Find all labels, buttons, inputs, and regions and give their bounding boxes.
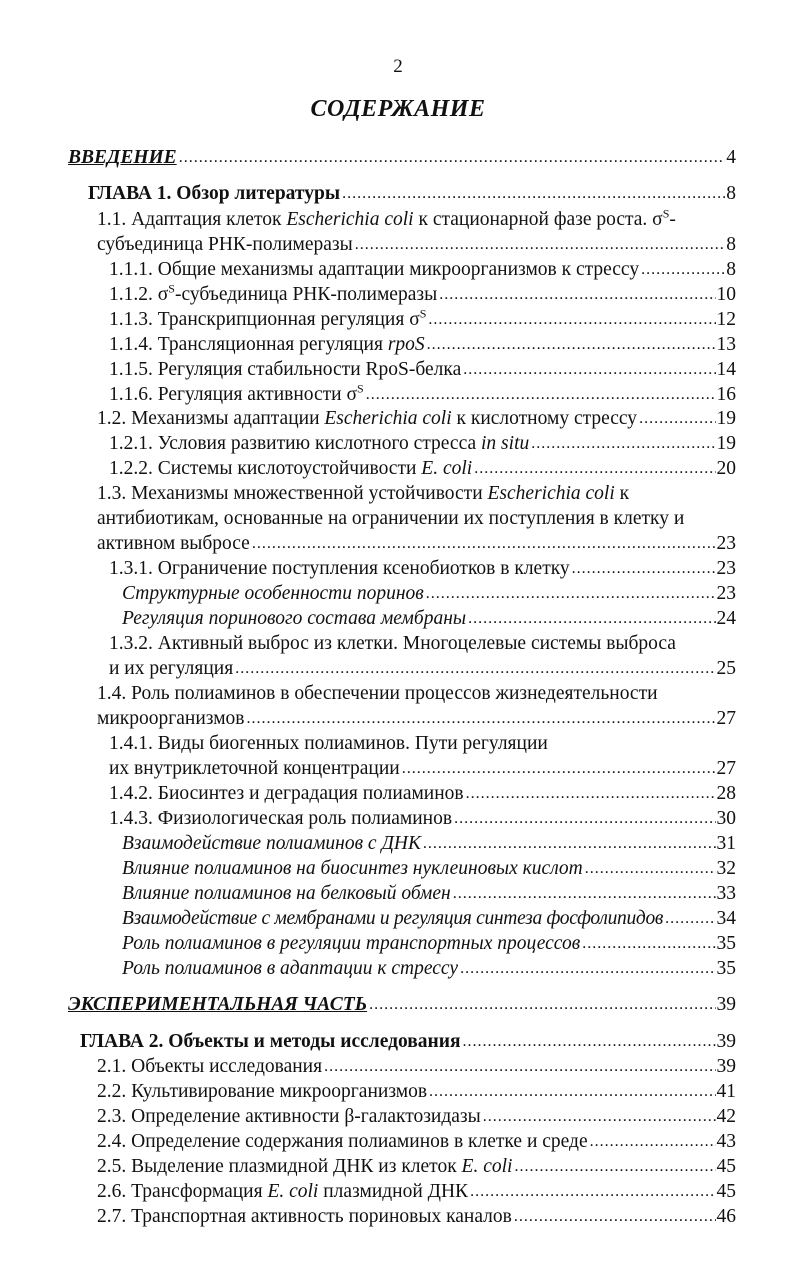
toc-entry-1-2-1: 1.2.1. Условия развитию кислотного стресса in situ ..... 19 (109, 432, 736, 456)
page-number: 2 (393, 56, 403, 77)
toc-entry-chapter-2: ГЛАВА 2. Объекты и методы исследования ..... 39 (80, 1030, 736, 1054)
toc-entry-intro: ВВЕДЕНИЕ ..... 4 (68, 146, 736, 170)
toc-entry-1-4-1: их внутриклеточной концентрации ..... 27 (109, 757, 736, 781)
toc-entry-1-4-1-line1: 1.4.1. Виды биогенных полиаминов. Пути регуляции (109, 733, 548, 754)
toc-entry-1-2-2: 1.2.2. Системы кислотоустойчивости E. coli ..... 20 (109, 457, 736, 481)
toc-entry-1-4-3-c: Влияние полиаминов на белковый обмен ..... 33 (122, 882, 736, 906)
toc-entry-1-3: активном выбросе ..... 23 (97, 532, 736, 556)
toc-entry-2-3: 2.3. Определение активности β-галактозидазы ..... 42 (97, 1105, 736, 1129)
toc-entry-2-4: 2.4. Определение содержания полиаминов в клетке и среде ..... 43 (97, 1130, 736, 1154)
toc-entry-1-3-1-a: Структурные особенности поринов ..... 23 (122, 582, 736, 606)
toc-entry-chapter-1: ГЛАВА 1. Обзор литературы ..... 8 (88, 182, 736, 206)
toc-entry-1-1-line1: 1.1. Адаптация клеток Escherichia coli к стационарной фазе роста. $\sigma^S-$ (97, 206, 676, 230)
toc-entry-1-3-line2: антибиотикам, основанные на ограничении их поступления в клетку и (97, 508, 685, 529)
toc-entry-1-4-3-d: Взаимодействие с мембранами и регуляция синтеза фосфолипидов ..... 34 (122, 907, 736, 931)
toc-entry-1-3-line1: 1.3. Механизмы множественной устойчивости Escherichia coli к (97, 483, 630, 504)
toc-entry-1-4: микроорганизмов ..... 27 (97, 707, 736, 731)
toc-entry-1-4-2: 1.4.2. Биосинтез и деградация полиаминов ..... 28 (109, 782, 736, 806)
toc-entry-1-3-2: и их регуляция ..... 25 (109, 657, 736, 681)
toc-entry-1-4-3-a: Взаимодействие полиаминов с ДНК ..... 31 (122, 832, 736, 856)
toc-entry-1-1-3: 1.1.3. Транскрипционная регуляция $\sigma^S$ ..... 12 (109, 308, 736, 332)
toc-entry-1-1-1: 1.1.1. Общие механизмы адаптации микроорганизмов к стрессу ..... 8 (109, 258, 736, 282)
toc-entry-1-4-line1: 1.4. Роль полиаминов в обеспечении процессов жизнедеятельности (97, 683, 658, 704)
toc-entry-1-1-2: 1.1.2. $\sigma^S$-субъединица РНК-полимеразы ..... 10 (109, 283, 736, 307)
toc-entry-1-1: субъединица РНК-полимеразы ..... 8 (97, 233, 736, 257)
toc-entry-2-5: 2.5. Выделение плазмидной ДНК из клеток E. coli ..... 45 (97, 1155, 736, 1179)
toc-entry-2-6: 2.6. Трансформация E. coli плазмидной ДНК ..... 45 (97, 1180, 736, 1204)
toc-entry-1-4-3-b: Влияние полиаминов на биосинтез нуклеиновых кислот ..... 32 (122, 857, 736, 881)
toc-entry-1-3-2-line1: 1.3.2. Активный выброс из клетки. Многоцелевые системы выброса (109, 633, 676, 654)
toc-entry-1-2: 1.2. Механизмы адаптации Escherichia coli к кислотному стрессу ..... 19 (97, 407, 736, 431)
toc-entry-1-3-1: 1.3.1. Ограничение поступления ксенобиотков в клетку ..... 23 (109, 557, 736, 581)
toc-entry-1-3-1-b: Регуляция поринового состава мембраны ..... 24 (122, 607, 736, 631)
toc-entry-1-4-3-f: Роль полиаминов в адаптации к стрессу ..... 35 (122, 957, 736, 981)
toc-entry-1-4-3-e: Роль полиаминов в регуляции транспортных процессов ..... 35 (122, 932, 736, 956)
toc-entry-2-1: 2.1. Объекты исследования ..... 39 (97, 1055, 736, 1079)
toc-entry-experimental: ЭКСПЕРИМЕНТАЛЬНАЯ ЧАСТЬ ..... 39 (68, 993, 736, 1017)
toc-entry-1-1-4: 1.1.4. Трансляционная регуляция rpoS ..... 13 (109, 333, 736, 357)
toc-entry-2-7: 2.7. Транспортная активность пориновых каналов ..... 46 (97, 1205, 736, 1229)
toc-entry-1-4-3: 1.4.3. Физиологическая роль полиаминов ..... 30 (109, 807, 736, 831)
toc-entry-2-2: 2.2. Культивирование микроорганизмов ..... 41 (97, 1080, 736, 1104)
toc-entry-1-1-6: 1.1.6. Регуляция активности $\sigma^S$ ..... 16 (109, 383, 736, 407)
toc-title: СОДЕРЖАНИЕ (310, 96, 486, 122)
toc-entry-1-1-5: 1.1.5. Регуляция стабильности RpoS-белка ..... 14 (109, 358, 736, 382)
